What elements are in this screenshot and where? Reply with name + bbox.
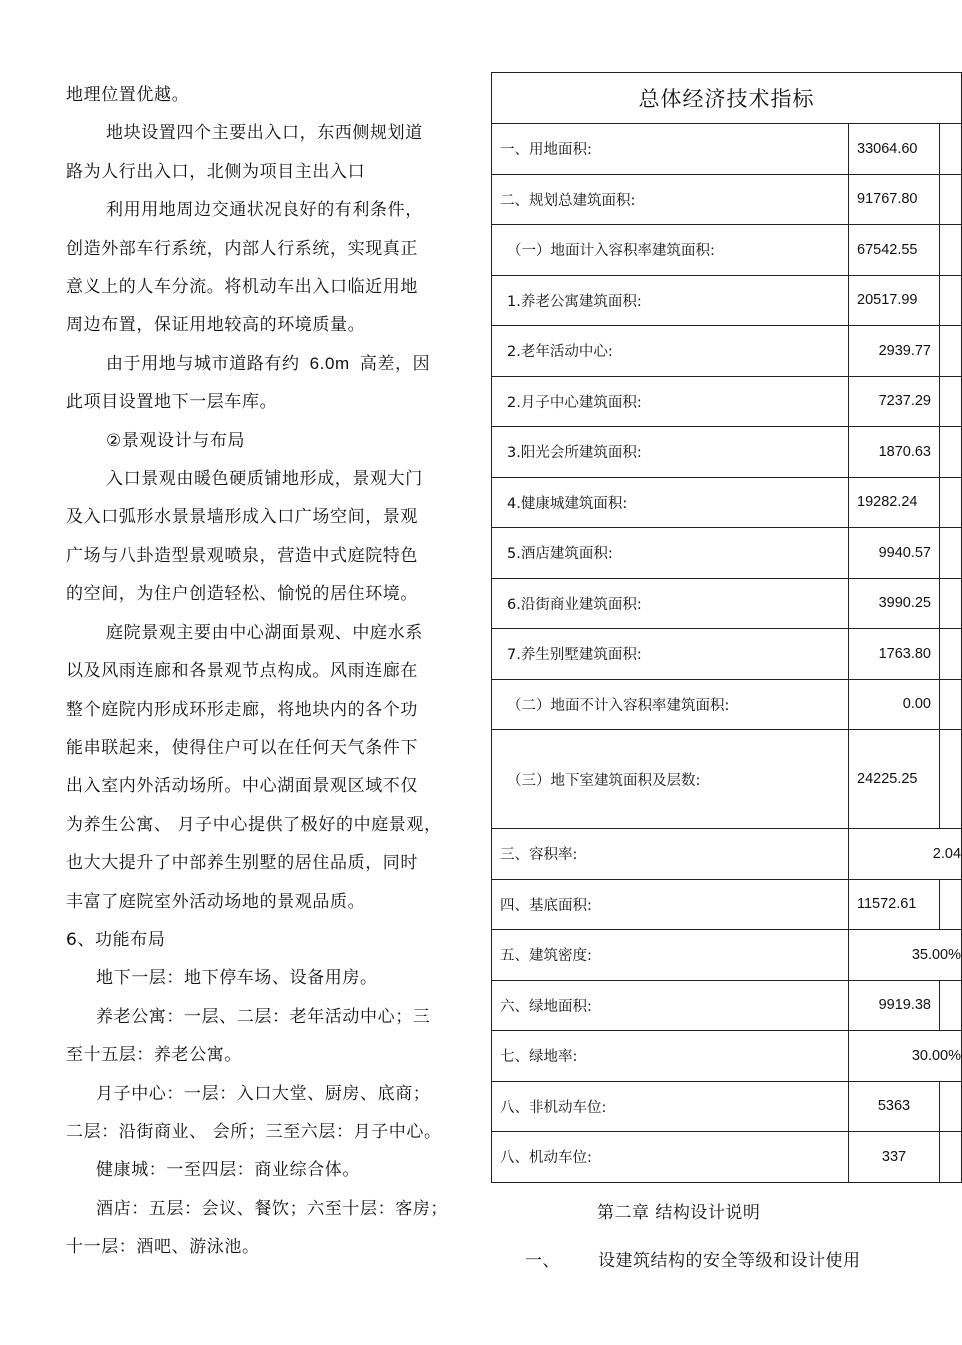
row-label: 1.养老公寓建筑面积: [492, 275, 849, 326]
paragraph-line: 的空间，为住户创造轻松、愉悦的居住环境。 [66, 584, 418, 605]
table-row [492, 124, 962, 175]
row-value: 20517.99 [849, 275, 940, 326]
row-value: 24225.25 [849, 730, 940, 829]
row-label: 6.沿街商业建筑面积: [492, 578, 849, 629]
row-value: 2.04 [849, 829, 962, 880]
table-row [492, 1132, 962, 1183]
row-value: 30.00% [849, 1031, 962, 1082]
paragraph: 地块设置四个主要出入口，东西侧规划道 [106, 123, 423, 144]
row-label: 7.养生别墅建筑面积: [492, 629, 849, 680]
empty-cell [940, 1132, 962, 1183]
table-row [492, 427, 962, 478]
paragraph: 入口景观由暖色硬质铺地形成，景观大门 [106, 469, 423, 490]
paragraph: 利用用地周边交通状况良好的有利条件， [106, 200, 423, 221]
empty-cell [940, 275, 962, 326]
empty-cell [940, 1081, 962, 1132]
paragraph-line: 十一层：酒吧、游泳池。 [66, 1237, 260, 1258]
section-heading: 6、功能布局 [66, 929, 166, 950]
row-value: 1763.80 [849, 629, 940, 680]
row-value: 11572.61 [849, 879, 940, 930]
table-row [492, 174, 962, 225]
row-label: 四、基底面积: [492, 879, 849, 930]
table-row [492, 1031, 962, 1082]
table-row [492, 275, 962, 326]
paragraph: 月子中心：一层：入口大堂、厨房、底商； [96, 1083, 431, 1104]
table-row [492, 225, 962, 276]
table-row [492, 528, 962, 579]
paragraph: 酒店：五层：会议、餐饮；六至十层：客房； [96, 1198, 448, 1219]
paragraph: 由于用地与城市道路有约 6.0m 高差，因 [106, 353, 431, 374]
paragraph-line: 能串联起来，使得住户可以在任何天气条件下 [66, 737, 418, 758]
paragraph: 健康城：一至四层：商业综合体。 [96, 1160, 360, 1181]
chapter-heading: 第二章 结构设计说明 [597, 1203, 761, 1223]
paragraph-line: 路为人行出入口，北侧为项目主出入口 [66, 161, 366, 182]
paragraph-line: 广场与八卦造型景观喷泉，营造中式庭院特色 [66, 545, 418, 566]
empty-cell [940, 629, 962, 680]
table-row [492, 477, 962, 528]
table-row [492, 879, 962, 930]
row-value: 9940.57 [849, 528, 940, 579]
table-row [492, 980, 962, 1031]
empty-cell [940, 124, 962, 175]
paragraph-line: 整个庭院内形成环形走廊，将地块内的各个功 [66, 699, 418, 720]
row-value: 19282.24 [849, 477, 940, 528]
indicators-table-wrap [491, 72, 961, 1183]
table-row [492, 578, 962, 629]
subheading: ②景观设计与布局 [106, 430, 246, 451]
row-label: 八、非机动车位: [492, 1081, 849, 1132]
row-label: 七、绿地率: [492, 1031, 849, 1082]
row-label: 五、建筑密度: [492, 930, 849, 981]
paragraph: 地理位置优越。 [66, 85, 190, 105]
row-label: 六、绿地面积: [492, 980, 849, 1031]
paragraph-line: 意义上的人车分流。将机动车出入口临近用地 [66, 277, 418, 298]
paragraph-line: 丰富了庭院室外活动场地的景观品质。 [66, 891, 366, 912]
row-value: 2939.77 [849, 326, 940, 377]
paragraph: 庭院景观主要由中心湖面景观、中庭水系 [106, 622, 423, 643]
table-row [492, 730, 962, 829]
row-value: 5363 [849, 1081, 940, 1132]
empty-cell [940, 730, 962, 829]
row-label: 5.酒店建筑面积: [492, 528, 849, 579]
table-row [492, 679, 962, 730]
row-label: 二、规划总建筑面积: [492, 174, 849, 225]
body-text-column [66, 76, 448, 1267]
table-row [492, 326, 962, 377]
paragraph-line: 及入口弧形水景景墙形成入口广场空间，景观 [66, 507, 418, 528]
section-heading: 一、 设建筑结构的安全等级和设计使用 [525, 1251, 861, 1271]
empty-cell [940, 427, 962, 478]
empty-cell [940, 326, 962, 377]
empty-cell [940, 879, 962, 930]
empty-cell [940, 477, 962, 528]
economic-indicators-table [491, 72, 962, 1183]
row-label: （一）地面计入容积率建筑面积: [492, 225, 849, 276]
row-label: 三、容积率: [492, 829, 849, 880]
row-value: 3990.25 [849, 578, 940, 629]
paragraph-line: 周边布置，保证用地较高的环境质量。 [66, 315, 366, 336]
paragraph-line: 二层：沿街商业、 会所；三至六层：月子中心。 [66, 1121, 442, 1142]
row-value: 35.00% [849, 930, 962, 981]
row-label: 八、机动车位: [492, 1132, 849, 1183]
paragraph: 地下一层：地下停车场、设备用房。 [96, 968, 378, 989]
table-row [492, 629, 962, 680]
row-value: 33064.60 [849, 124, 940, 175]
row-value: 91767.80 [849, 174, 940, 225]
empty-cell [940, 679, 962, 730]
paragraph-line: 此项目设置地下一层车库。 [66, 392, 278, 413]
row-value: 1870.63 [849, 427, 940, 478]
row-value: 337 [849, 1132, 940, 1183]
row-value: 67542.55 [849, 225, 940, 276]
paragraph: 养老公寓：一层、二层：老年活动中心；三 [96, 1006, 431, 1027]
empty-cell [940, 980, 962, 1031]
table-row [492, 376, 962, 427]
row-label: （三）地下室建筑面积及层数: [492, 730, 849, 829]
paragraph-line: 至十五层：养老公寓。 [66, 1045, 242, 1066]
row-label: 2.老年活动中心: [492, 326, 849, 377]
row-label: 2.月子中心建筑面积: [492, 376, 849, 427]
row-label: 3.阳光会所建筑面积: [492, 427, 849, 478]
row-label: 4.健康城建筑面积: [492, 477, 849, 528]
paragraph-line: 为养生公寓、 月子中心提供了极好的中庭景观， [66, 814, 442, 835]
row-value: 7237.29 [849, 376, 940, 427]
table-row [492, 930, 962, 981]
paragraph-line: 也大大提升了中部养生别墅的居住品质，同时 [66, 853, 418, 874]
row-value: 9919.38 [849, 980, 940, 1031]
table-title-row [492, 73, 962, 124]
row-label: 一、用地面积: [492, 124, 849, 175]
row-label: （二）地面不计入容积率建筑面积: [492, 679, 849, 730]
row-value: 0.00 [849, 679, 940, 730]
empty-cell [940, 174, 962, 225]
paragraph-line: 创造外部车行系统，内部人行系统，实现真正 [66, 238, 418, 259]
paragraph-line: 以及风雨连廊和各景观节点构成。风雨连廊在 [66, 661, 418, 682]
table-row [492, 1081, 962, 1132]
empty-cell [940, 578, 962, 629]
empty-cell [940, 225, 962, 276]
table-title: 总体经济技术指标 [492, 73, 962, 124]
empty-cell [940, 528, 962, 579]
empty-cell [940, 376, 962, 427]
paragraph-line: 出入室内外活动场所。中心湖面景观区域不仅 [66, 776, 418, 797]
table-row [492, 829, 962, 880]
